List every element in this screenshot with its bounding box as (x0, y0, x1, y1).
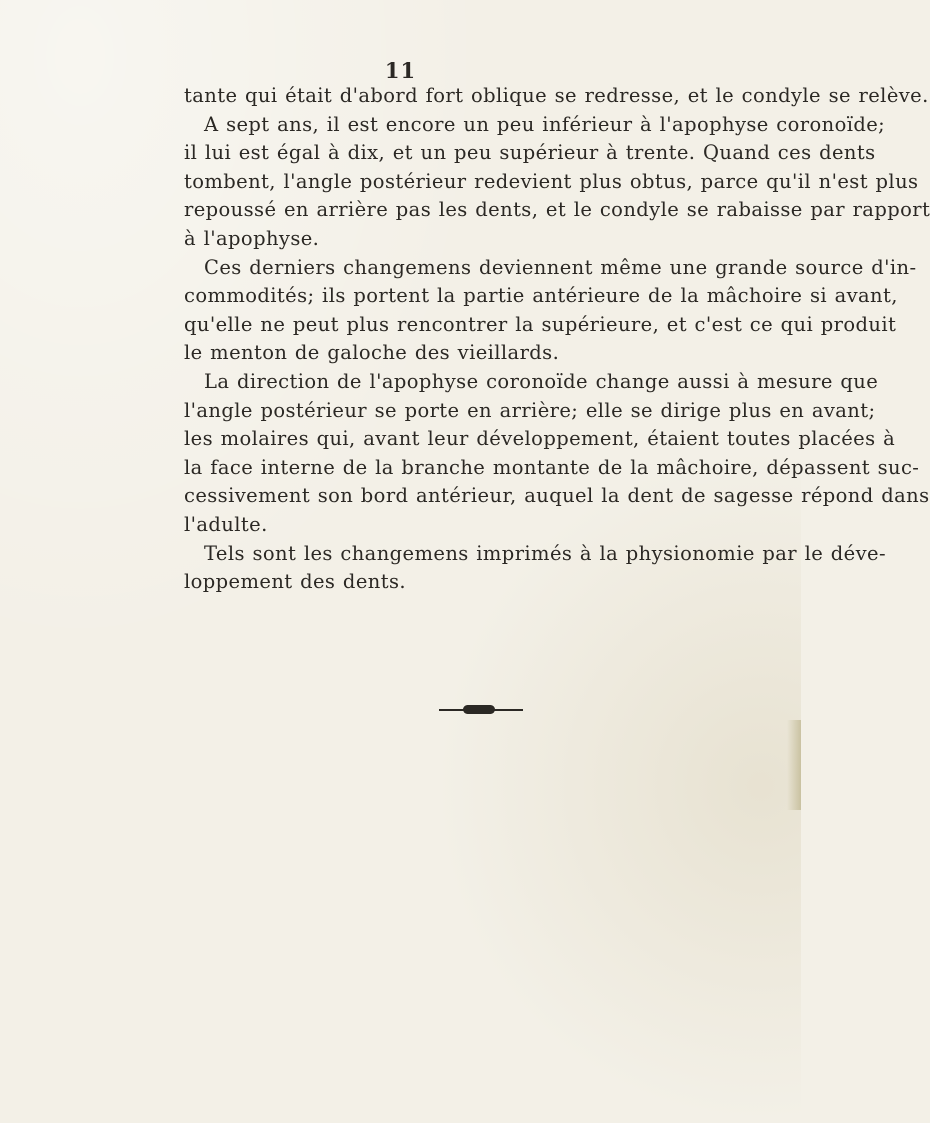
ornament-rule-right (493, 709, 523, 711)
text-line: repoussé en arrière pas les dents, et le condyle se rabaisse par rapport (184, 198, 930, 222)
text-line: l'angle postérieur se porte en arrière; elle se dirige plus en avant; (184, 398, 876, 422)
text-line: cessivement son bord antérieur, auquel la dent de sagesse répond dans (184, 484, 930, 508)
text-line: les molaires qui, avant leur développement, étaient toutes placées à (184, 427, 896, 451)
text-line: la face interne de la branche montante de la mâchoire, dépassent suc- (184, 455, 920, 479)
ornament-center (463, 705, 495, 714)
text-line: Ces derniers changemens deviennent même une grande source d'in- (204, 255, 917, 279)
body-text (184, 82, 930, 597)
text-line: tombent, l'angle postérieur redevient plus obtus, parce qu'il n'est plus (184, 169, 919, 193)
ornament-rule-left (439, 709, 465, 711)
text-line: il lui est égal à dix, et un peu supérieur à trente. Quand ces dents (184, 141, 876, 165)
text-line: Tels sont les changemens imprimés à la physionomie par le déve- (204, 541, 886, 565)
text-line: à l'apophyse. (184, 226, 320, 250)
page-number: 11 (384, 58, 417, 83)
paper-edge-stain (787, 720, 801, 810)
text-line: l'adulte. (184, 512, 268, 536)
text-line: La direction de l'apophyse coronoïde change aussi à mesure que (204, 369, 879, 393)
text-line: A sept ans, il est encore un peu inférieur à l'apophyse coronoïde; (204, 112, 886, 136)
text-line: le menton de galoche des vieillards. (184, 341, 560, 365)
text-line: tante qui était d'abord fort oblique se redresse, et le condyle se relève. (184, 84, 929, 107)
text-line: qu'elle ne peut plus rencontrer la supérieure, et c'est ce qui produit (184, 312, 897, 336)
text-line: loppement des dents. (184, 570, 406, 594)
ornament-divider (425, 704, 545, 716)
text-line: commodités; ils portent la partie antérieure de la mâchoire si avant, (184, 284, 898, 308)
